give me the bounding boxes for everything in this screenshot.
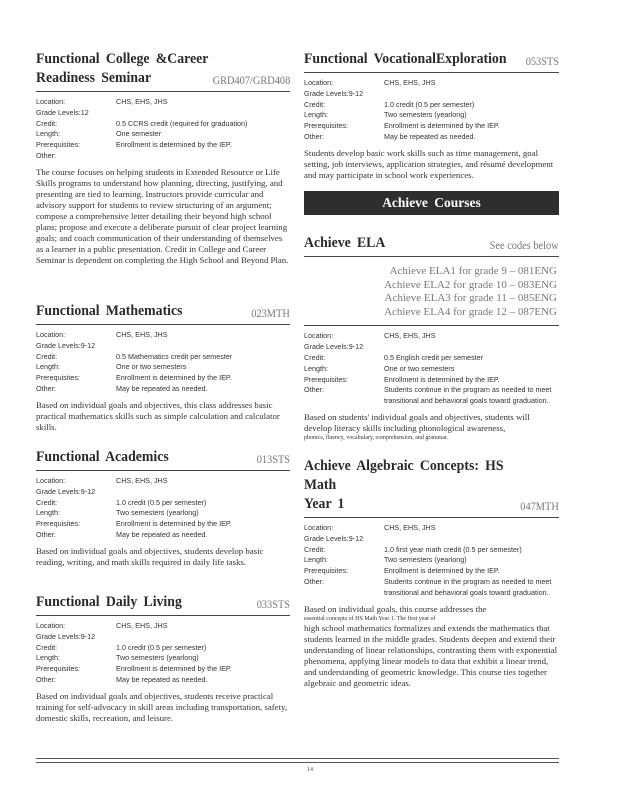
grade-levels-value: 9-12 [348, 342, 364, 352]
other-label: Other: [36, 383, 56, 393]
length-label: Length: [304, 555, 328, 565]
grade-levels-value: 9-12 [80, 486, 96, 496]
length-label: Length: [36, 362, 60, 372]
divider [304, 325, 559, 326]
course-code: 033STS [256, 599, 290, 611]
location-label: Location: [36, 476, 66, 485]
length-value: One or two semesters [116, 362, 187, 372]
course-code: 047MTH [520, 501, 559, 513]
length-label: Length: [36, 508, 60, 518]
credit-value: 0.5 CCRS credit (required for graduation) [116, 118, 248, 128]
other-value: Students continue in the program as needed to meet transitional and behavioral goals toward graduation. [384, 385, 552, 406]
course-description: Students develop basic work skills such as time management, goal setting, job interviews, application strategies, and résumé development and may participate in school work experiences. [304, 147, 554, 180]
divider [36, 324, 290, 325]
description-text: Based on students' individual goals and objectives, students will develop literacy skills including phonological awareness, [304, 411, 530, 433]
credit-value: 1.0 first year math credit (0.5 per semester) [384, 544, 522, 554]
course-achieve-algebraic-concepts [304, 457, 559, 689]
credit-value: 1.0 credit (0.5 per semester) [116, 497, 207, 507]
grade-levels-value: 12 [80, 107, 89, 117]
course-title: Functional Daily Living [36, 594, 182, 610]
length-label: Length: [304, 110, 328, 120]
credit-label: Credit: [36, 118, 58, 128]
description-small-text: essential concepts of HS Math Year 1. The first year of [304, 615, 436, 622]
course-meta [304, 78, 559, 143]
course-achieve-ela [304, 234, 559, 442]
divider [304, 517, 559, 518]
course-description: The course focuses on helping students in Extended Resource or Life Skills programs to understand how planning, directing, justifying, and presenting are tied to learning. Instructors provide curricular and advisory support for students to review structuring of an argument; compose a comprehensive letter detailing their beyond high school plans; propose and execute a deliberate pursuit of clear project learning goals; and coach communication of their understanding of themselves as a learner in a public presentation. Credit in College and Career Seminar is dependent on completing the High School and Beyond Plan. [36, 166, 289, 265]
other-label: Other: [304, 385, 324, 395]
location-value: CHS, EHS, JHS [116, 621, 168, 630]
grade-levels-label: Grade Levels: [36, 340, 81, 350]
length-label: Length: [36, 129, 60, 139]
course-meta [36, 476, 290, 541]
other-value: May be repeated as needed. [384, 131, 476, 141]
other-value [116, 151, 290, 162]
prerequisites-label: Prerequisites: [36, 519, 80, 529]
location-value: CHS, EHS, JHS [384, 331, 436, 341]
credit-label: Credit: [36, 642, 58, 652]
page-number: 14 [307, 767, 313, 773]
location-value: CHS, EHS, JHS [116, 476, 168, 485]
course-meta [36, 97, 290, 162]
other-value: May be repeated as needed. [116, 674, 208, 684]
length-value: Two semesters (yearlong) [116, 508, 199, 518]
prerequisites-value: Enrollment is determined by the IEP. [116, 519, 232, 529]
credit-label: Credit: [304, 99, 326, 109]
description-text: high school mathematics formalizes and extends the mathematics that students learned in the middle grades. Students deepen and extend their understanding of linear relationships, contrasting them with exponential phenomena, applying linear models to data that exhibit a linear trend, and understanding of geometric knowledge. This course ties together algebraic and geometric ideas. [304, 622, 558, 688]
grade-levels-label: Grade Levels: [36, 107, 81, 117]
prerequisites-value: Enrollment is determined by the IEP. [116, 664, 232, 674]
location-label: Location: [36, 330, 66, 339]
course-description: Based on individual goals and objectives, students receive practical training for self-advocacy in skill areas including transportation, safety, domestic skills, recreation, and leisure. [36, 690, 288, 723]
divider [36, 91, 290, 92]
course-code: 023MTH [251, 308, 290, 320]
course-code: 053STS [525, 56, 559, 68]
course-meta [36, 621, 290, 686]
course-description [304, 604, 559, 689]
footer-divider [36, 762, 559, 763]
course-code: See codes below [490, 240, 559, 252]
credit-label: Credit: [36, 351, 58, 361]
grade-levels-label: Grade Levels: [304, 533, 349, 543]
course-title-line2: Year 1 [304, 496, 345, 512]
grade-levels-label: Grade Levels: [304, 88, 349, 98]
length-value: One semester [116, 129, 162, 139]
length-value: Two semesters (yearlong) [116, 653, 199, 663]
location-value: CHS, EHS, JHS [384, 78, 436, 87]
other-label: Other: [36, 150, 56, 160]
course-meta [36, 330, 290, 395]
other-label: Other: [36, 674, 56, 684]
prerequisites-label: Prerequisites: [304, 374, 348, 384]
credit-label: Credit: [36, 497, 58, 507]
prerequisites-value: Enrollment is determined by the IEP. [384, 121, 500, 131]
prerequisites-value: Enrollment is determined by the IEP. [116, 373, 232, 383]
course-functional-vocational-exploration [304, 50, 559, 181]
prerequisites-label: Prerequisites: [304, 566, 348, 576]
divider [304, 256, 559, 257]
course-college-career-readiness [36, 50, 290, 266]
course-functional-daily-living [36, 593, 290, 724]
ela-code-item: Achieve ELA2 for grade 10 – 083ENG [384, 278, 557, 291]
grade-levels-value: 9-12 [80, 340, 96, 350]
credit-value: 1.0 credit (0.5 per semester) [116, 642, 207, 652]
location-label: Location: [36, 97, 66, 106]
length-value: Two semesters (yearlong) [384, 555, 467, 565]
credit-value: 0.5 English credit per semester [384, 352, 484, 362]
location-label: Location: [36, 621, 66, 630]
grade-levels-label: Grade Levels: [304, 342, 349, 352]
course-functional-academics [36, 448, 290, 568]
grade-levels-value: 9-12 [348, 533, 364, 543]
length-value: One or two semesters [384, 363, 455, 373]
credit-label: Credit: [304, 352, 326, 362]
location-value: CHS, EHS, JHS [384, 523, 436, 532]
prerequisites-label: Prerequisites: [36, 373, 80, 383]
course-code: 013STS [256, 454, 290, 466]
course-title: Functional Academics [36, 449, 169, 465]
course-title: Achieve ELA [304, 235, 386, 251]
other-label: Other: [36, 529, 56, 539]
course-title: Achieve Algebraic Concepts: HS Math [304, 458, 504, 493]
grade-levels-value: 9-12 [348, 88, 364, 98]
location-label: Location: [304, 523, 334, 532]
course-code: GRD407/GRD408 [212, 75, 290, 87]
course-description: Based on individual goals and objectives, this class addresses basic practical mathematics skills such as simple calculation and calculator skills. [36, 399, 280, 432]
prerequisites-value: Enrollment is determined by the IEP. [116, 140, 232, 150]
course-meta [304, 331, 559, 407]
divider [36, 615, 290, 616]
other-value: Students continue in the program as needed to meet transitional and behavioral goals toward graduation. [384, 576, 552, 597]
credit-label: Credit: [304, 544, 326, 554]
course-title-line2: Readiness Seminar [36, 70, 152, 86]
location-label: Location: [304, 331, 334, 341]
course-functional-mathematics [36, 302, 290, 433]
course-title: Functional College &Career [36, 51, 209, 67]
length-value: Two semesters (yearlong) [384, 110, 467, 120]
other-label: Other: [304, 131, 324, 141]
location-value: CHS, EHS, JHS [116, 97, 168, 106]
length-label: Length: [304, 363, 328, 373]
divider [304, 72, 559, 73]
location-label: Location: [304, 78, 334, 87]
ela-code-item: Achieve ELA1 for grade 9 – 081ENG [389, 265, 557, 277]
prerequisites-label: Prerequisites: [36, 140, 80, 150]
other-label: Other: [304, 576, 324, 586]
footer-divider [36, 758, 559, 759]
achieve-courses-banner: Achieve Courses [304, 191, 559, 215]
course-description: Based on individual goals and objectives, students develop basic reading, writing, and math skills required in daily life tasks. [36, 545, 264, 567]
prerequisites-label: Prerequisites: [36, 664, 80, 674]
ela-code-item: Achieve ELA3 for grade 11 – 085ENG [384, 292, 557, 305]
grade-levels-label: Grade Levels: [36, 631, 81, 641]
course-meta [304, 523, 559, 599]
ela-code-item: Achieve ELA4 for grade 12 – 087ENG [384, 305, 557, 318]
other-value: May be repeated as needed. [116, 383, 208, 393]
credit-value: 1.0 credit (0.5 per semester) [384, 99, 475, 109]
length-label: Length: [36, 653, 60, 663]
prerequisites-value: Enrollment is determined by the IEP. [384, 374, 500, 384]
description-small-text: phonics, fluency, vocabulary, comprehension, and grammar. [304, 434, 449, 441]
credit-value: 0.5 Mathematics credit per semester [116, 351, 233, 361]
grade-levels-value: 9-12 [80, 631, 96, 641]
ela-code-list [304, 265, 559, 319]
description-lead-text: Based on individual goals, this course addresses the [304, 603, 487, 614]
course-title: Functional VocationalExploration [304, 51, 507, 67]
prerequisites-value: Enrollment is determined by the IEP. [384, 566, 500, 576]
grade-levels-label: Grade Levels: [36, 486, 81, 496]
other-value: May be repeated as needed. [116, 529, 208, 539]
course-description [304, 412, 559, 442]
location-value: CHS, EHS, JHS [116, 330, 168, 339]
divider [36, 470, 290, 471]
prerequisites-label: Prerequisites: [304, 121, 348, 131]
course-title: Functional Mathematics [36, 303, 183, 319]
